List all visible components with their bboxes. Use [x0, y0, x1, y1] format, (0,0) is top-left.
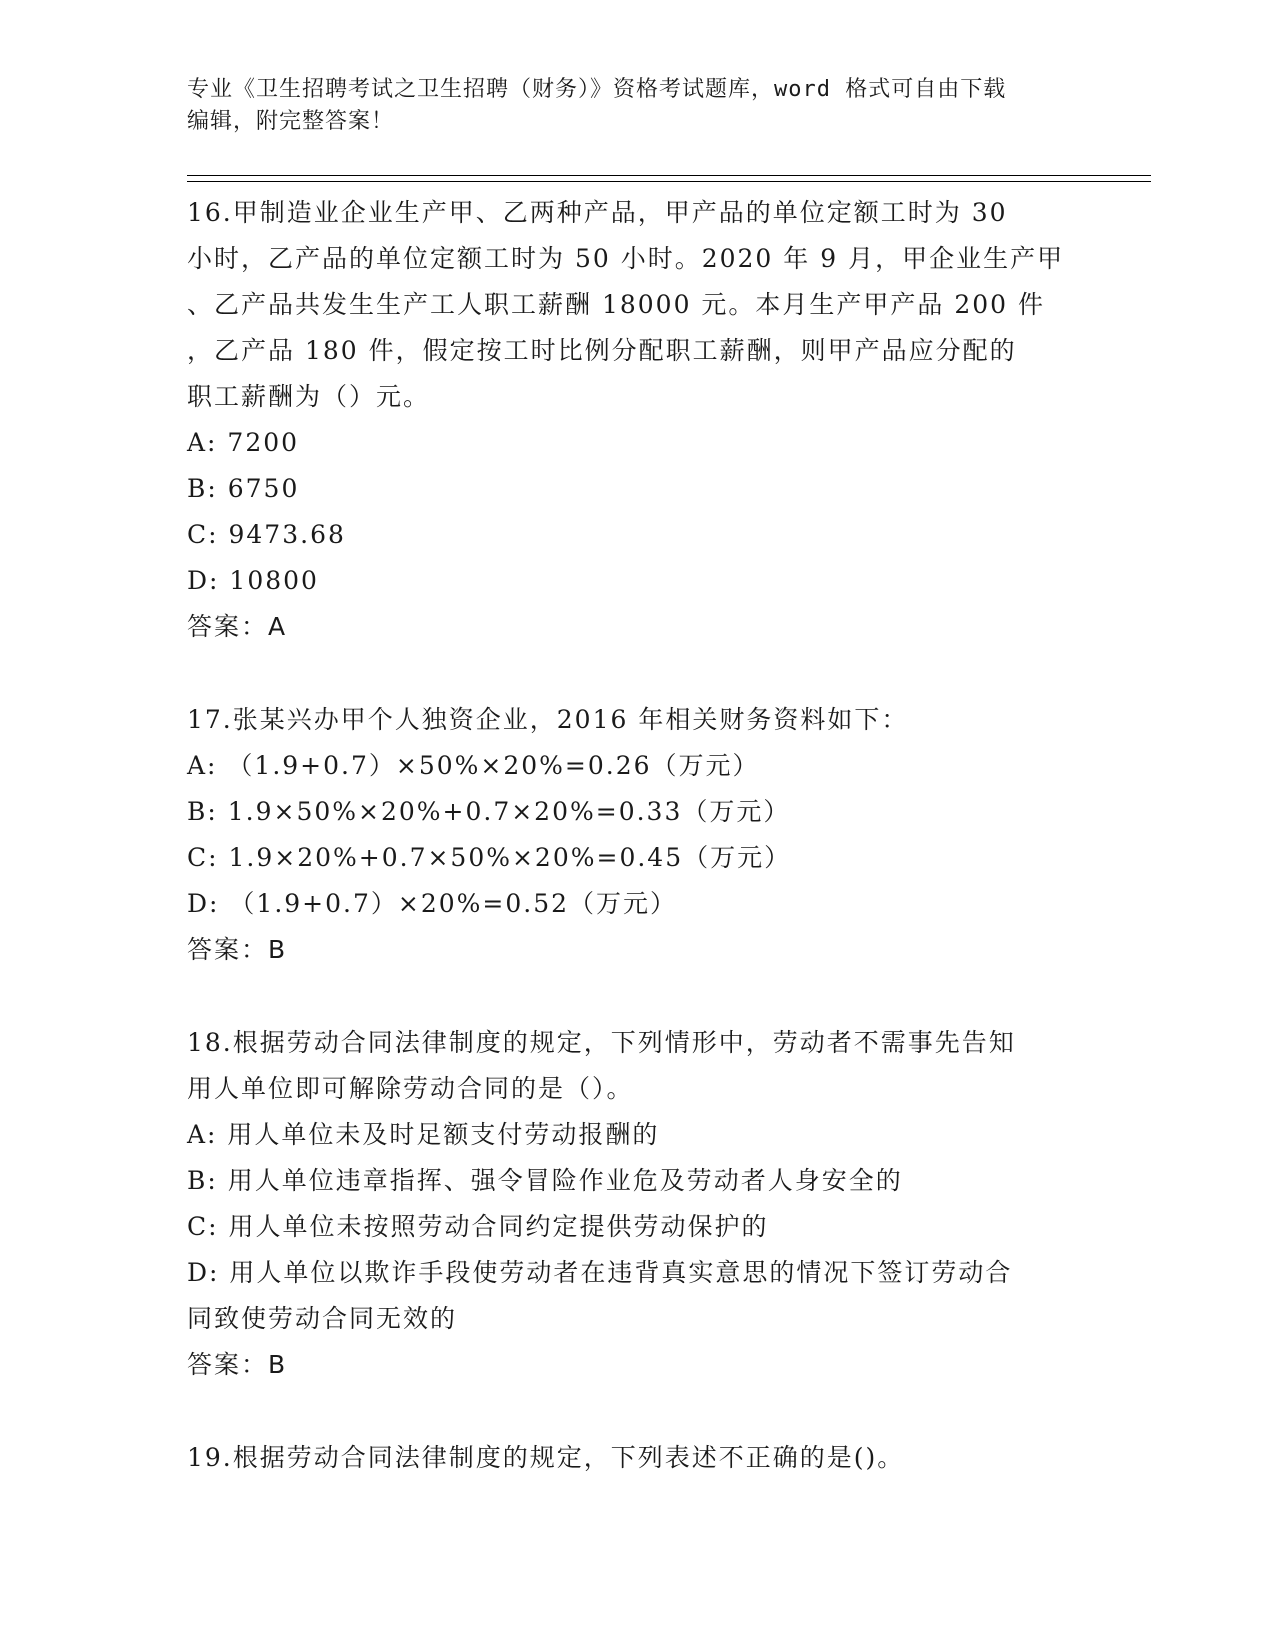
option-c: C: 9473.68	[187, 520, 346, 549]
question-list	[187, 190, 1087, 1481]
option-b: B: 6750	[187, 474, 300, 503]
question-stem-line: 用人单位即可解除劳动合同的是（）。	[187, 1074, 634, 1103]
answer-line: 答案：A	[187, 612, 288, 641]
answer-line: 答案：B	[187, 935, 288, 964]
option-c: C: 用人单位未按照劳动合同约定提供劳动保护的	[187, 1212, 769, 1241]
option-d: D: 10800	[187, 566, 319, 595]
option-a: A: 7200	[187, 428, 300, 457]
question-stem-line: 职工薪酬为（）元。	[187, 382, 431, 411]
header-divider-bottom	[187, 181, 1151, 182]
option-d: D: 用人单位以欺诈手段使劳动者在违背真实意思的情况下签订劳动合	[187, 1258, 1013, 1287]
question-stem-line: 小时，乙产品的单位定额工时为 50 小时。2020 年 9 月，甲企业生产甲	[187, 244, 1065, 273]
question-19	[187, 1435, 1087, 1481]
header-line-1: 专业《卫生招聘考试之卫生招聘（财务）》资格考试题库，word 格式可自由下载	[187, 77, 1007, 102]
option-d: D: （1.9+0.7）×20%=0.52（万元）	[187, 889, 678, 918]
question-stem-line: 16.甲制造业企业生产甲、乙两种产品，甲产品的单位定额工时为 30	[187, 198, 1008, 227]
question-18	[187, 1020, 1087, 1388]
header-divider-top	[187, 175, 1151, 176]
question-16	[187, 190, 1087, 650]
option-b: B: 用人单位违章指挥、强令冒险作业危及劳动者人身安全的	[187, 1166, 903, 1195]
question-stem-line: 、乙产品共发生生产工人职工薪酬 18000 元。本月生产甲产品 200 件	[187, 290, 1046, 319]
document-header	[187, 74, 1067, 138]
question-stem-line: 17.张某兴办甲个人独资企业，2016 年相关财务资料如下：	[187, 705, 909, 734]
answer-line: 答案：B	[187, 1350, 288, 1379]
question-17	[187, 697, 1087, 973]
header-line-2: 编辑，附完整答案！	[187, 109, 395, 134]
option-a: A: （1.9+0.7）×50%×20%=0.26（万元）	[187, 751, 760, 780]
question-stem-line: 18.根据劳动合同法律制度的规定，下列情形中，劳动者不需事先告知	[187, 1028, 1016, 1057]
option-d-continued: 同致使劳动合同无效的	[187, 1304, 458, 1333]
option-b: B: 1.9×50%×20%+0.7×20%=0.33（万元）	[187, 797, 791, 826]
option-a: A: 用人单位未及时足额支付劳动报酬的	[187, 1120, 660, 1149]
option-c: C: 1.9×20%+0.7×50%×20%=0.45（万元）	[187, 843, 792, 872]
question-stem-line: 19.根据劳动合同法律制度的规定，下列表述不正确的是()。	[187, 1443, 905, 1472]
question-stem-line: ，乙产品 180 件，假定按工时比例分配职工薪酬，则甲产品应分配的	[187, 336, 1017, 365]
